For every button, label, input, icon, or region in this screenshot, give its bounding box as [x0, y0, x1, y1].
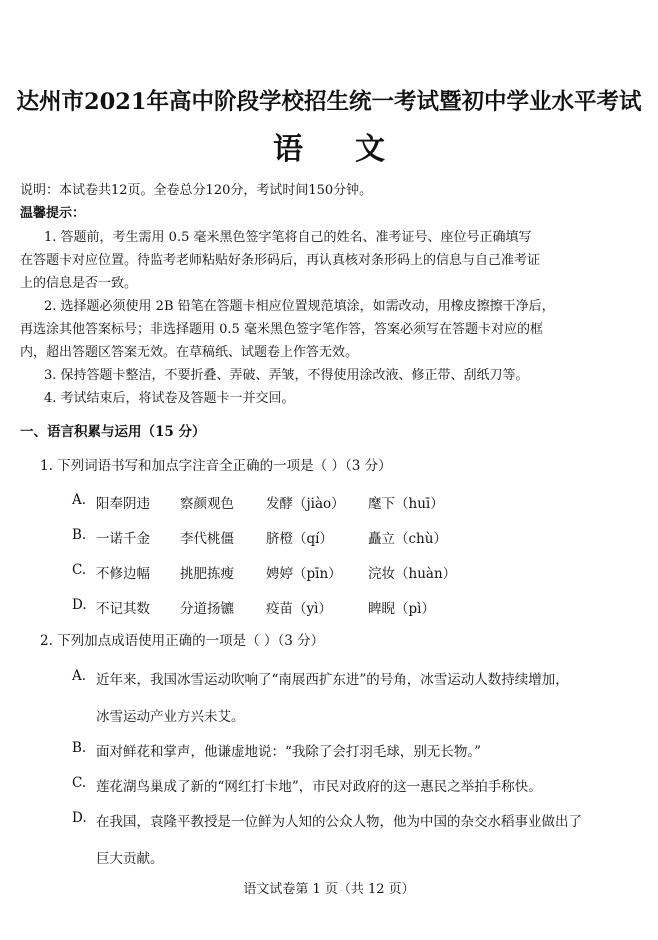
q2-option-b: [72, 740, 632, 760]
option-item: 浣妆（huàn）: [368, 566, 457, 582]
option-item: 脐橙（qí）: [266, 531, 333, 547]
exam-title: 达州市2021年高中阶段学校招生统一考试暨初中学业水平考试: [16, 89, 642, 115]
option-item: 矗立（chù）: [368, 531, 447, 547]
option-item: 发酵（jiào）: [266, 496, 345, 512]
option-item: 娉婷（pīn）: [266, 566, 342, 582]
exam-note: 说明：本试卷共12页。全卷总分120分，考试时间150分钟。: [20, 183, 373, 198]
tip-line: 上的信息是否一致。: [20, 276, 138, 291]
tip-line: 3. 保持答题卡整洁，不要折叠、弄破、弄皱，不得使用涂改液、修正带、刮纸刀等。: [44, 368, 529, 383]
option-item: 分道扬镳: [180, 601, 234, 617]
tip-line: 内，超出答题区答案无效。在草稿纸、试题卷上作答无效。: [20, 345, 359, 360]
option-label: A.: [72, 668, 87, 684]
option-item: 不修边幅: [96, 566, 150, 582]
option-label: B.: [72, 527, 87, 543]
option-label: B.: [72, 740, 87, 756]
option-item: 察颜观色: [180, 496, 234, 512]
tip-line: 1. 答题前，考生需用 0.5 毫米黑色签字笔将自己的姓名、准考证号、座位号正确填写: [44, 230, 532, 245]
option-item: 麾下（huī）: [368, 496, 444, 512]
option-item: 疫苗（yì）: [266, 601, 332, 617]
section-title: 一、语言积累与运用（15 分）: [20, 424, 206, 440]
option-item: 睥睨（pì）: [368, 601, 435, 617]
q1-option-a: [72, 492, 612, 512]
option-text: 莲花湖鸟巢成了新的“网红打卡地”，市民对政府的这一惠民之举拍手称快。: [96, 779, 542, 795]
option-text: 面对鲜花和掌声，他谦虚地说：“我除了会打羽毛球，别无长物。”: [96, 744, 482, 760]
tip-line: 4. 考试结束后，将试卷及答题卡一并交回。: [44, 391, 295, 406]
option-label: D.: [72, 810, 87, 826]
q1-option-c: [72, 562, 612, 582]
tip-line: 再选涂其他答案标号；非选择题用 0.5 毫米黑色签字笔作答，答案必须写在答题卡对应的框: [20, 322, 543, 337]
option-text: 在我国，袁隆平教授是一位鲜为人知的公众人物，他为中国的杂交水稻事业做出了: [96, 814, 582, 830]
tips-title: 温馨提示：: [20, 206, 86, 221]
option-label: D.: [72, 597, 87, 613]
q2-option-a: [72, 668, 632, 688]
q2-option-d: [72, 810, 632, 830]
question-2-stem: 2. 下列加点成语使用正确的一项是（ ）（3 分）: [40, 633, 325, 649]
subject-title: 语文: [273, 132, 437, 167]
tip-line: 2. 选择题必须使用 2B 铅笔在答题卡相应位置规范填涂，如需改动，用橡皮擦擦干净后，: [44, 299, 555, 314]
option-label: C.: [72, 562, 87, 578]
tip-line: 在答题卡对应位置。待监考老师粘贴好条形码后，再认真核对条形码上的信息与自己准考证: [20, 253, 541, 268]
q2-option-c: [72, 775, 632, 795]
option-item: 不记其数: [96, 601, 150, 617]
option-label: C.: [72, 775, 87, 791]
option-item: 一诺千金: [96, 531, 150, 547]
q2-option-a-cont: [96, 705, 616, 725]
option-text: 巨大贡献。: [96, 851, 164, 867]
option-text: 近年来，我国冰雪运动吹响了“南展西扩东进”的号角，冰雪运动人数持续增加，: [96, 672, 569, 688]
option-item: 挑肥拣瘦: [180, 566, 234, 582]
q1-option-d: [72, 597, 612, 617]
page-footer: 语文试卷第 1 页（共 12 页）: [243, 882, 415, 897]
option-item: 阳奉阴违: [96, 496, 150, 512]
question-1-stem: 1. 下列词语书写和加点字注音全正确的一项是（ ）（3 分）: [40, 458, 392, 474]
option-text: 冰雪运动产业方兴未艾。: [96, 709, 245, 725]
q2-option-d-cont: [96, 847, 616, 867]
option-item: 李代桃僵: [180, 531, 234, 547]
option-label: A.: [72, 492, 87, 508]
q1-option-b: [72, 527, 612, 547]
